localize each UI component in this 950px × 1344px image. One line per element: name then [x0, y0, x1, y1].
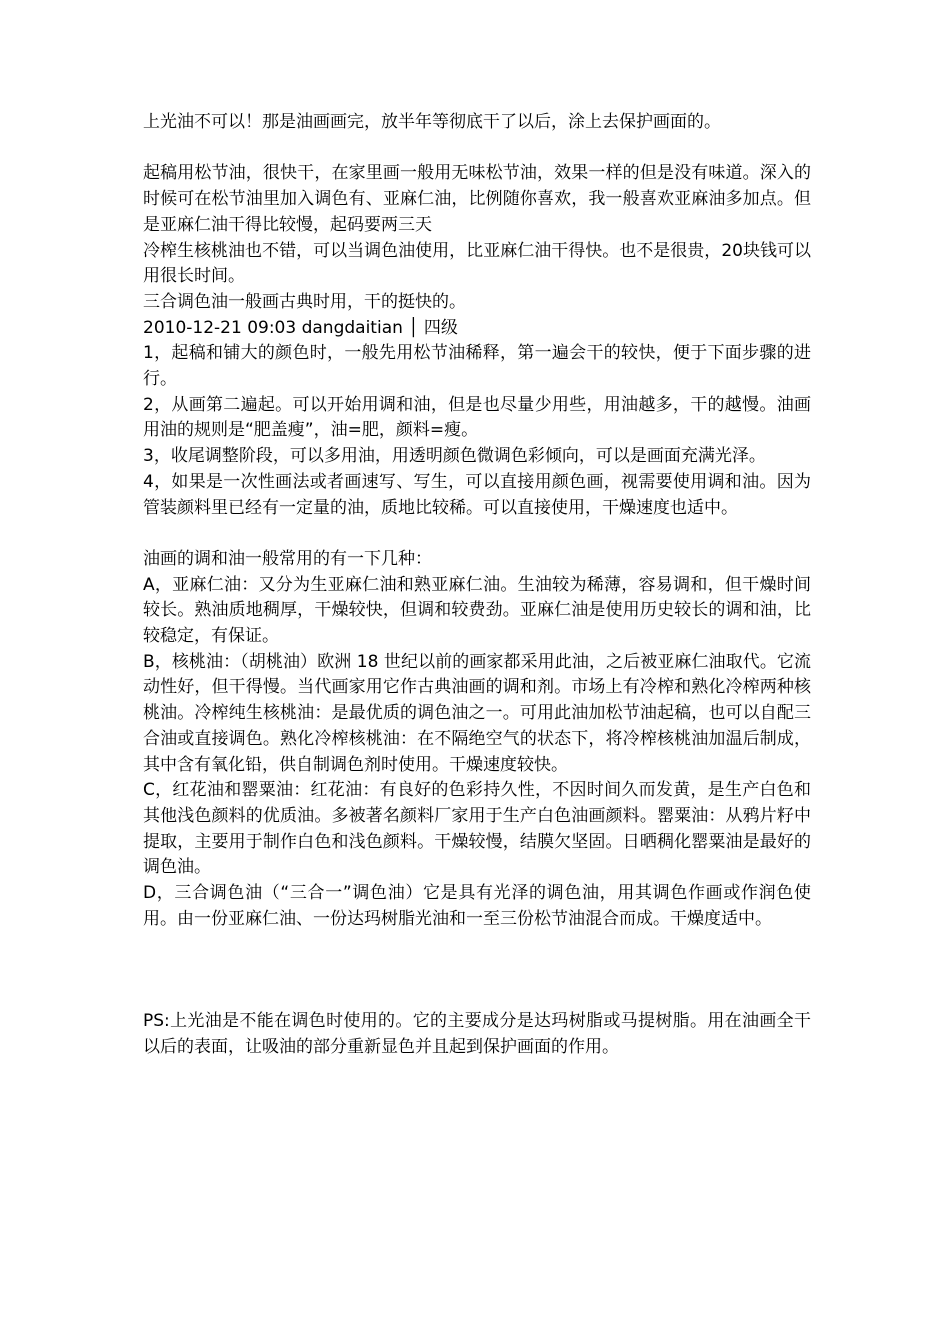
paragraph-step-3: 3，收尾调整阶段，可以多用油，用透明颜色微调色彩倾向，可以是画面充满光泽。 [143, 446, 766, 467]
paragraph-step-1: 1，起稿和铺大的颜色时，一般先用松节油稀释，第一遍会干的较快，便于下面步骤的进行。 [143, 343, 811, 390]
paragraph-varnish-warning: 上光油不可以！那是油画画完，放半年等彻底干了以后，涂上去保护画面的。 [143, 112, 721, 132]
paragraph-walnut-oil: 冷榨生核桃油也不错，可以当调色油使用，比亚麻仁油干得快。也不是很贵，20块钱可以用很长时间。 [143, 240, 811, 287]
paragraph-oil-b: B，核桃油：（胡桃油）欧洲 18 世纪以前的画家都采用此油，之后被亚麻仁油取代。它流动性好，但干得慢。当代画家用它作古典油画的调和剂。市场上有冷榨和熟化冷榨两种核桃油。冷榨纯生核桃油：是最优质的调色油之一。可用此油加松节油起稿，也可以自配三合油或直接调色。熟化冷榨核桃油：在不隔绝空气的状态下，将冷榨核桃油加温后制成，其中含有氧化铅，供自制调色剂时使用。干燥速度较快。 [143, 651, 811, 775]
blank-line [143, 136, 811, 162]
paragraph-oil-c: C，红花油和罂粟油：红花油：有良好的色彩持久性，不因时间久而发黄，是生产白色和其他浅色颜料的优质油。多被著名颜料厂家用于生产白色油画颜料。罂粟油：从鸦片籽中提取，主要用于制作白色和浅色颜料。干燥较慢，结膜欠坚固。日晒稠化罂粟油是最好的调色油。 [143, 780, 811, 878]
paragraph-step-2: 2，从画第二遍起。可以开始用调和油，但是也尽量少用些，用油越多，干的越慢。油画用油的规则是“肥盖瘦”，油=肥，颜料=瘦。 [143, 394, 811, 441]
paragraph-turpentine: 起稿用松节油，很快干，在家里画一般用无味松节油，效果一样的但是没有味道。深入的时候可在松节油里加入调色有、亚麻仁油，比例随你喜欢，我一般喜欢亚麻油多加点。但是亚麻仁油干得比较慢，起码要两三天 [143, 163, 811, 235]
paragraph-step-4: 4，如果是一次性画法或者画速写、写生，可以直接用颜色画，视需要使用调和油。因为管装颜料里已经有一定量的油，质地比较稀。可以直接使用，干燥速度也适中。 [143, 471, 811, 518]
blank-space [143, 932, 811, 1009]
document-body [143, 110, 811, 1061]
paragraph-oil-d: D，三合调色油（“三合一”调色油）它是具有光泽的调色油，用其调色作画或作润色使用。由一份亚麻仁油、一份达玛树脂光油和一至三份松节油混合而成。干燥度适中。 [143, 883, 811, 929]
blank-line [143, 521, 811, 547]
paragraph-oil-a: A，亚麻仁油：又分为生亚麻仁油和熟亚麻仁油。生油较为稀薄，容易调和，但干燥时间较长。熟油质地稠厚，干燥较快，但调和较费劲。亚麻仁油是使用历史较长的调和油，比较稳定，有保证。 [143, 574, 811, 647]
paragraph-triple-medium: 三合调色油一般画古典时用，干的挺快的。 [143, 291, 466, 312]
paragraph-oil-types-intro: 油画的调和油一般常用的有一下几种： [143, 548, 432, 569]
post-meta-line: 2010-12-21 09:03 dangdaitian │ 四级 [143, 317, 458, 338]
paragraph-ps-note: PS:上光油是不能在调色时使用的。它的主要成分是达玛树脂或马提树脂。用在油画全干以后的表面，让吸油的部分重新显色并且起到保护画面的作用。 [143, 1011, 811, 1058]
